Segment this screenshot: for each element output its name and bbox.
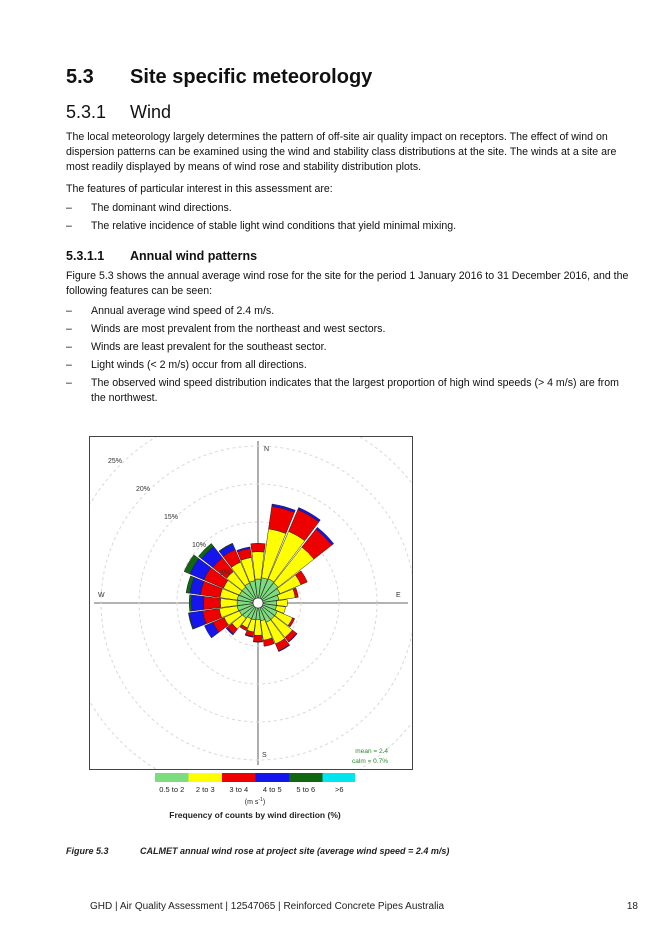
list-item — [66, 219, 632, 234]
ring-label: 5% — [220, 570, 231, 577]
bullet-dash: – — [66, 377, 72, 389]
wind-sector-segment — [253, 635, 262, 641]
figure-caption-text: CALMET annual wind rose at project site (average wind speed = 2.4 m/s) — [140, 846, 450, 856]
calm-percent-label: calm = 0.7% — [352, 758, 388, 765]
list-item — [66, 358, 632, 373]
ring-label: 20% — [136, 486, 151, 493]
chart-title: Frequency of counts by wind direction (%) — [169, 810, 341, 820]
section-heading — [66, 66, 372, 89]
legend-swatch — [189, 773, 223, 782]
legend-label: 5 to 6 — [296, 785, 316, 794]
wind-sector-segment — [251, 543, 265, 552]
ring-label: 15% — [164, 514, 179, 521]
figure-label: Figure 5.3 — [66, 846, 109, 856]
bullet-dash: – — [66, 202, 72, 214]
list-item-text: The dominant wind directions. — [91, 202, 232, 214]
subsubsection-heading — [66, 249, 257, 263]
features-list — [66, 201, 632, 237]
subsection-title: Wind — [130, 102, 172, 122]
compass-north-label: N — [264, 446, 270, 453]
list-item-text: Annual average wind speed of 2.4 m/s. — [91, 305, 275, 317]
list-item — [66, 340, 632, 355]
wind-sector-segment — [253, 641, 262, 642]
calm-circle — [253, 598, 263, 608]
bullet-dash: – — [66, 220, 72, 232]
list-item-text: Light winds (< 2 m/s) occur from all directions. — [91, 359, 307, 371]
annual-features-list — [66, 304, 632, 409]
wind-sector-segment — [277, 599, 288, 606]
ring-label: 25% — [108, 458, 123, 465]
bullet-dash: – — [66, 305, 72, 317]
compass-south-label: S — [262, 752, 267, 759]
legend-swatch — [323, 773, 356, 782]
legend-swatch — [222, 773, 256, 782]
legend-label: 3 to 4 — [229, 785, 249, 794]
list-item — [66, 376, 632, 406]
list-item — [66, 322, 632, 337]
legend-swatch — [155, 773, 189, 782]
list-item-text: The relative incidence of stable light wind conditions that yield minimal mixing. — [91, 220, 457, 232]
figure-caption — [66, 846, 449, 856]
list-item-text: Winds are most prevalent from the northeast and west sectors. — [91, 323, 386, 335]
mean-speed-label: mean = 2.4 — [355, 748, 388, 755]
ring-label: 10% — [192, 542, 207, 549]
legend-units: (m $s^{-1}$) — [244, 797, 266, 806]
subsection-number: 5.3.1 — [66, 102, 107, 122]
legend-label: >6 — [334, 785, 344, 794]
legend-swatch — [256, 773, 290, 782]
bullet-dash: – — [66, 359, 72, 371]
legend-label: 2 to 3 — [195, 785, 215, 794]
list-item-text: Winds are least prevalent for the southeast sector. — [91, 341, 327, 353]
wind-sector-segment — [189, 595, 192, 612]
wind-rose-chart — [89, 436, 413, 770]
wind-sector-segment — [204, 596, 221, 609]
compass-east-label: E — [396, 592, 401, 599]
list-item — [66, 201, 632, 216]
intro-paragraph: The local meteorology largely determines the pattern of off-site air quality impact on receptors. The effect of wind on dispersion patterns can be examined using the wind and stability class distributions at the site. The winds at a site are most readily displayed by means of wind rose and stability distribution plots. — [66, 131, 617, 173]
wind-rose-svg — [90, 437, 412, 769]
bullet-dash: – — [66, 341, 72, 353]
legend-label: 4 to 5 — [262, 785, 282, 794]
annual-paragraph: Figure 5.3 shows the annual average wind rose for the site for the period 1 January 2016 to 31 December 2016, and the following features can be seen: — [66, 270, 629, 297]
page-number: 18 — [626, 901, 638, 912]
section-number: 5.3 — [66, 66, 94, 88]
list-item-text: The observed wind speed distribution indicates that the largest proportion of high wind speeds (> 4 m/s) are from the northwest. — [91, 377, 619, 404]
list-item — [66, 304, 632, 319]
subsubsection-number: 5.3.1.1 — [66, 249, 105, 263]
page-footer: GHD | Air Quality Assessment | 12547065 | Reinforced Concrete Pipes Australia — [90, 901, 445, 912]
subsection-heading — [66, 102, 171, 123]
subsubsection-title: Annual wind patterns — [130, 249, 258, 263]
wind-sector-segment — [191, 595, 204, 611]
compass-west-label: W — [98, 592, 105, 599]
legend-svg — [155, 771, 355, 821]
legend-swatch — [289, 773, 323, 782]
wind-speed-legend — [155, 771, 355, 821]
features-intro: The features of particular interest in this assessment are: — [66, 183, 333, 195]
legend-label: 0.5 to 2 — [159, 785, 185, 794]
bullet-dash: – — [66, 323, 72, 335]
section-title: Site specific meteorology — [130, 66, 373, 88]
